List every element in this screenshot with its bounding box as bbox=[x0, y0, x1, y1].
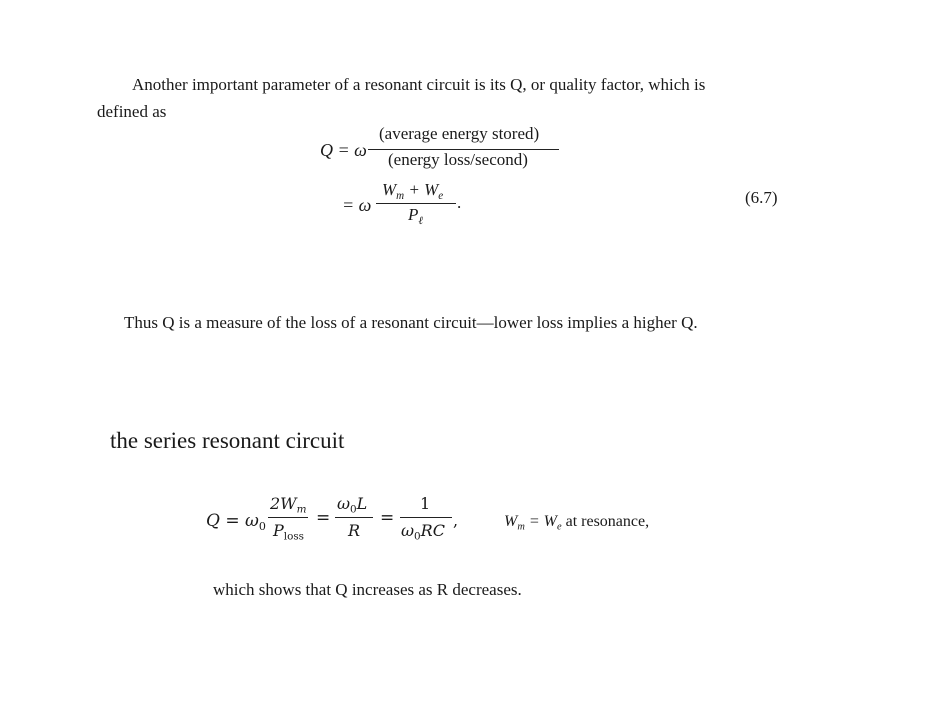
eq2-period: . bbox=[457, 193, 462, 212]
equation-number: (6.7) bbox=[745, 188, 778, 207]
eq3-f3-bar bbox=[400, 517, 452, 518]
paragraph-intro-line2: defined as bbox=[97, 102, 167, 121]
eq3-f1-numerator: $2W_m$ bbox=[270, 494, 307, 516]
eq3-equals-b: = bbox=[380, 508, 395, 528]
eq1-numerator: (average energy stored) bbox=[379, 124, 540, 143]
eq2-denominator: $P_\ell$ bbox=[408, 205, 423, 227]
eq3-f1-denominator: $P_{loss}$ bbox=[273, 521, 305, 543]
paragraph-loss: Thus Q is a measure of the loss of a resonant circuit—lower loss implies a higher Q. bbox=[124, 313, 698, 332]
eq2-lhs: = ω bbox=[342, 195, 372, 215]
eq1-denominator: (energy loss/second) bbox=[388, 150, 528, 169]
paragraph-intro-line1: Another important parameter of a resonant circuit is its Q, or quality factor, which is bbox=[132, 75, 706, 94]
eq3-comma: , bbox=[453, 511, 459, 530]
eq3-f2-bar bbox=[335, 517, 373, 518]
eq2-fraction-bar bbox=[376, 203, 456, 204]
eq1-lhs: Q = ω bbox=[320, 140, 367, 160]
eq3-lhs: $Q = \omega_0$ bbox=[206, 511, 266, 533]
section-heading: the series resonant circuit bbox=[110, 428, 345, 453]
eq2-numerator: $W_m + W_e$ bbox=[382, 180, 444, 202]
eq3-equals-a: = bbox=[316, 508, 331, 528]
eq3-f3-denominator: $\omega_0RC$ bbox=[401, 521, 445, 543]
eq3-f3-numerator: 1 bbox=[420, 494, 431, 513]
paragraph-conclusion: which shows that Q increases as R decreases. bbox=[213, 580, 522, 599]
eq3-f2-denominator: R bbox=[348, 521, 361, 540]
eq3-f2-numerator: $\omega_0L$ bbox=[337, 494, 368, 516]
eq3-condition: $W_m = W_e$ at resonance, bbox=[504, 513, 650, 533]
eq3-f1-bar bbox=[268, 517, 308, 518]
